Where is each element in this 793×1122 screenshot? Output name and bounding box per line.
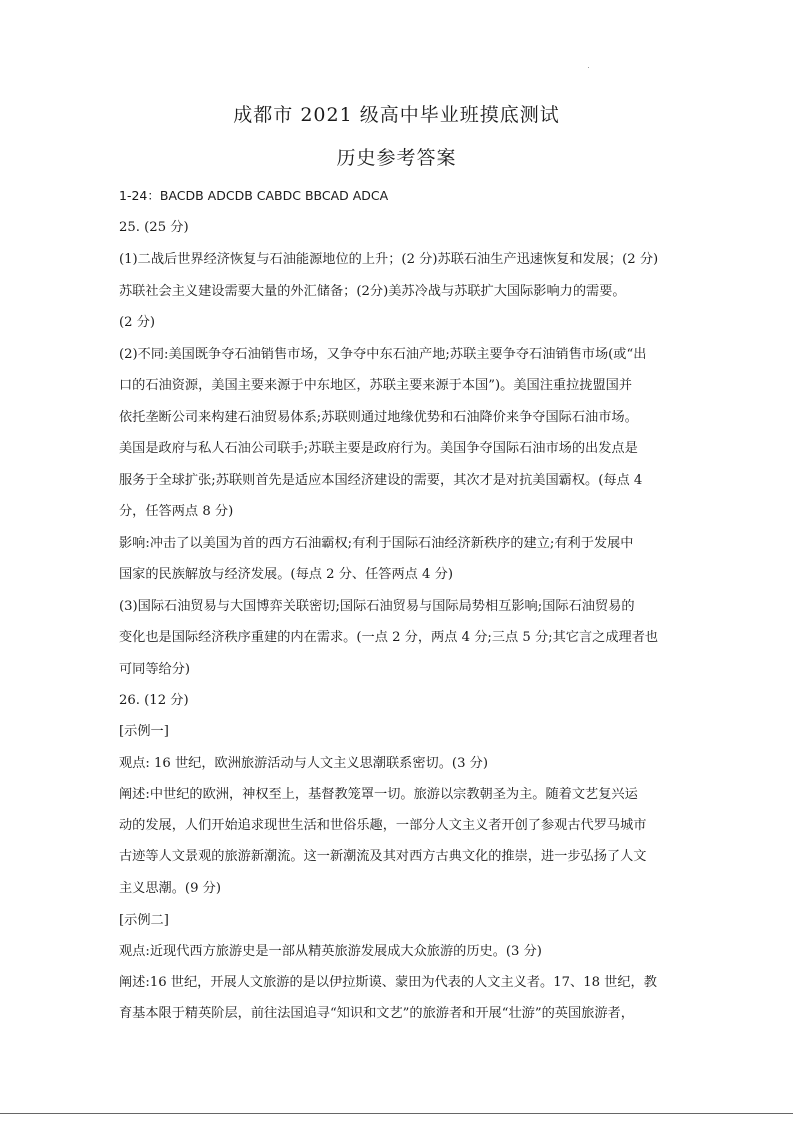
answer-line: 主义思潮。(9 分) <box>119 881 221 896</box>
answer-line: (3)国际石油贸易与大国博弈关联密切;国际石油贸易与国际局势相互影响;国际石油贸易的 <box>119 599 635 614</box>
answer-line: 阐述:16 世纪，开展人文旅游的是以伊拉斯谟、蒙田为代表的人文主义者。17、18 世纪，教 <box>119 975 657 990</box>
speck <box>588 67 589 68</box>
answer-line: 动的发展，人们开始追求现世生活和世俗乐趣，一部分人文主义者开创了参观古代罗马城市 <box>119 818 647 833</box>
question-26-heading: 26. (12 分) <box>119 693 189 708</box>
page-bottom-rule <box>0 1113 793 1114</box>
answer-line: (2 分) <box>119 315 156 330</box>
answer-line: 育基本限于精英阶层，前往法国追寻“知识和文艺”的旅游者和开展“壮游”的英国旅游者， <box>119 1006 634 1021</box>
page-subtitle: 历史参考答案 <box>336 147 457 169</box>
answer-line: 影响:冲击了以美国为首的西方石油霸权;有利于国际石油经济新秩序的建立;有利于发展中 <box>119 536 634 551</box>
answer-line: 古迹等人文景观的旅游新潮流。这一新潮流及其对西方古典文化的推崇，进一步弘扬了人文 <box>119 849 647 864</box>
answer-line: (2)不同:美国既争夺石油销售市场，又争夺中东石油产地;苏联主要争夺石油销售市场(或“出 <box>119 347 647 362</box>
question-25-heading: 25. (25 分) <box>119 220 189 235</box>
multiple-choice-answers: 1-24：BACDB ADCDB CABDC BBCAD ADCA <box>119 188 389 203</box>
answer-line: 服务于全球扩张;苏联则首先是适应本国经济建设的需要，其次才是对抗美国霸权。(每点 4 <box>119 473 643 488</box>
answer-line: 苏联社会主义建设需要大量的外汇储备；(2分)美苏冷战与苏联扩大国际影响力的需要。 <box>119 284 626 299</box>
answer-line: 观点:近现代西方旅游史是一部从精英旅游发展成大众旅游的历史。(3 分) <box>119 944 542 959</box>
answer-line: 美国是政府与私人石油公司联手;苏联主要是政府行为。美国争夺国际石油市场的出发点是 <box>119 441 638 456</box>
answer-line: 观点: 16 世纪，欧洲旅游活动与人文主义思潮联系密切。(3 分) <box>119 756 488 771</box>
answer-line: (1)二战后世界经济恢复与石油能源地位的上升；(2 分)苏联石油生产迅速恢复和发展；(2 分) <box>119 252 659 267</box>
answer-line: 国家的民族解放与经济发展。(每点 2 分、任答两点 4 分) <box>119 567 453 582</box>
answer-line: 变化也是国际经济秩序重建的内在需求。(一点 2 分，两点 4 分;三点 5 分;其它言之成理者也 <box>119 630 659 645</box>
answer-line: 可同等给分) <box>119 662 191 677</box>
answer-line: 依托垄断公司来构建石油贸易体系;苏联则通过地缘优势和石油降价来争夺国际石油市场。 <box>119 410 638 425</box>
example-label: [示例二] <box>119 913 169 928</box>
example-label: [示例一] <box>119 724 169 739</box>
answer-line: 阐述:中世纪的欧洲，神权至上，基督教笼罩一切。旅游以宗教朝圣为主。随着文艺复兴运 <box>119 787 638 802</box>
answer-line: 口的石油资源，美国主要来源于中东地区，苏联主要来源于本国”)。美国注重拉拢盟国并 <box>119 378 633 393</box>
answer-line: 分，任答两点 8 分) <box>119 504 234 519</box>
page-title: 成都市 2021 级高中毕业班摸底测试 <box>233 104 560 126</box>
